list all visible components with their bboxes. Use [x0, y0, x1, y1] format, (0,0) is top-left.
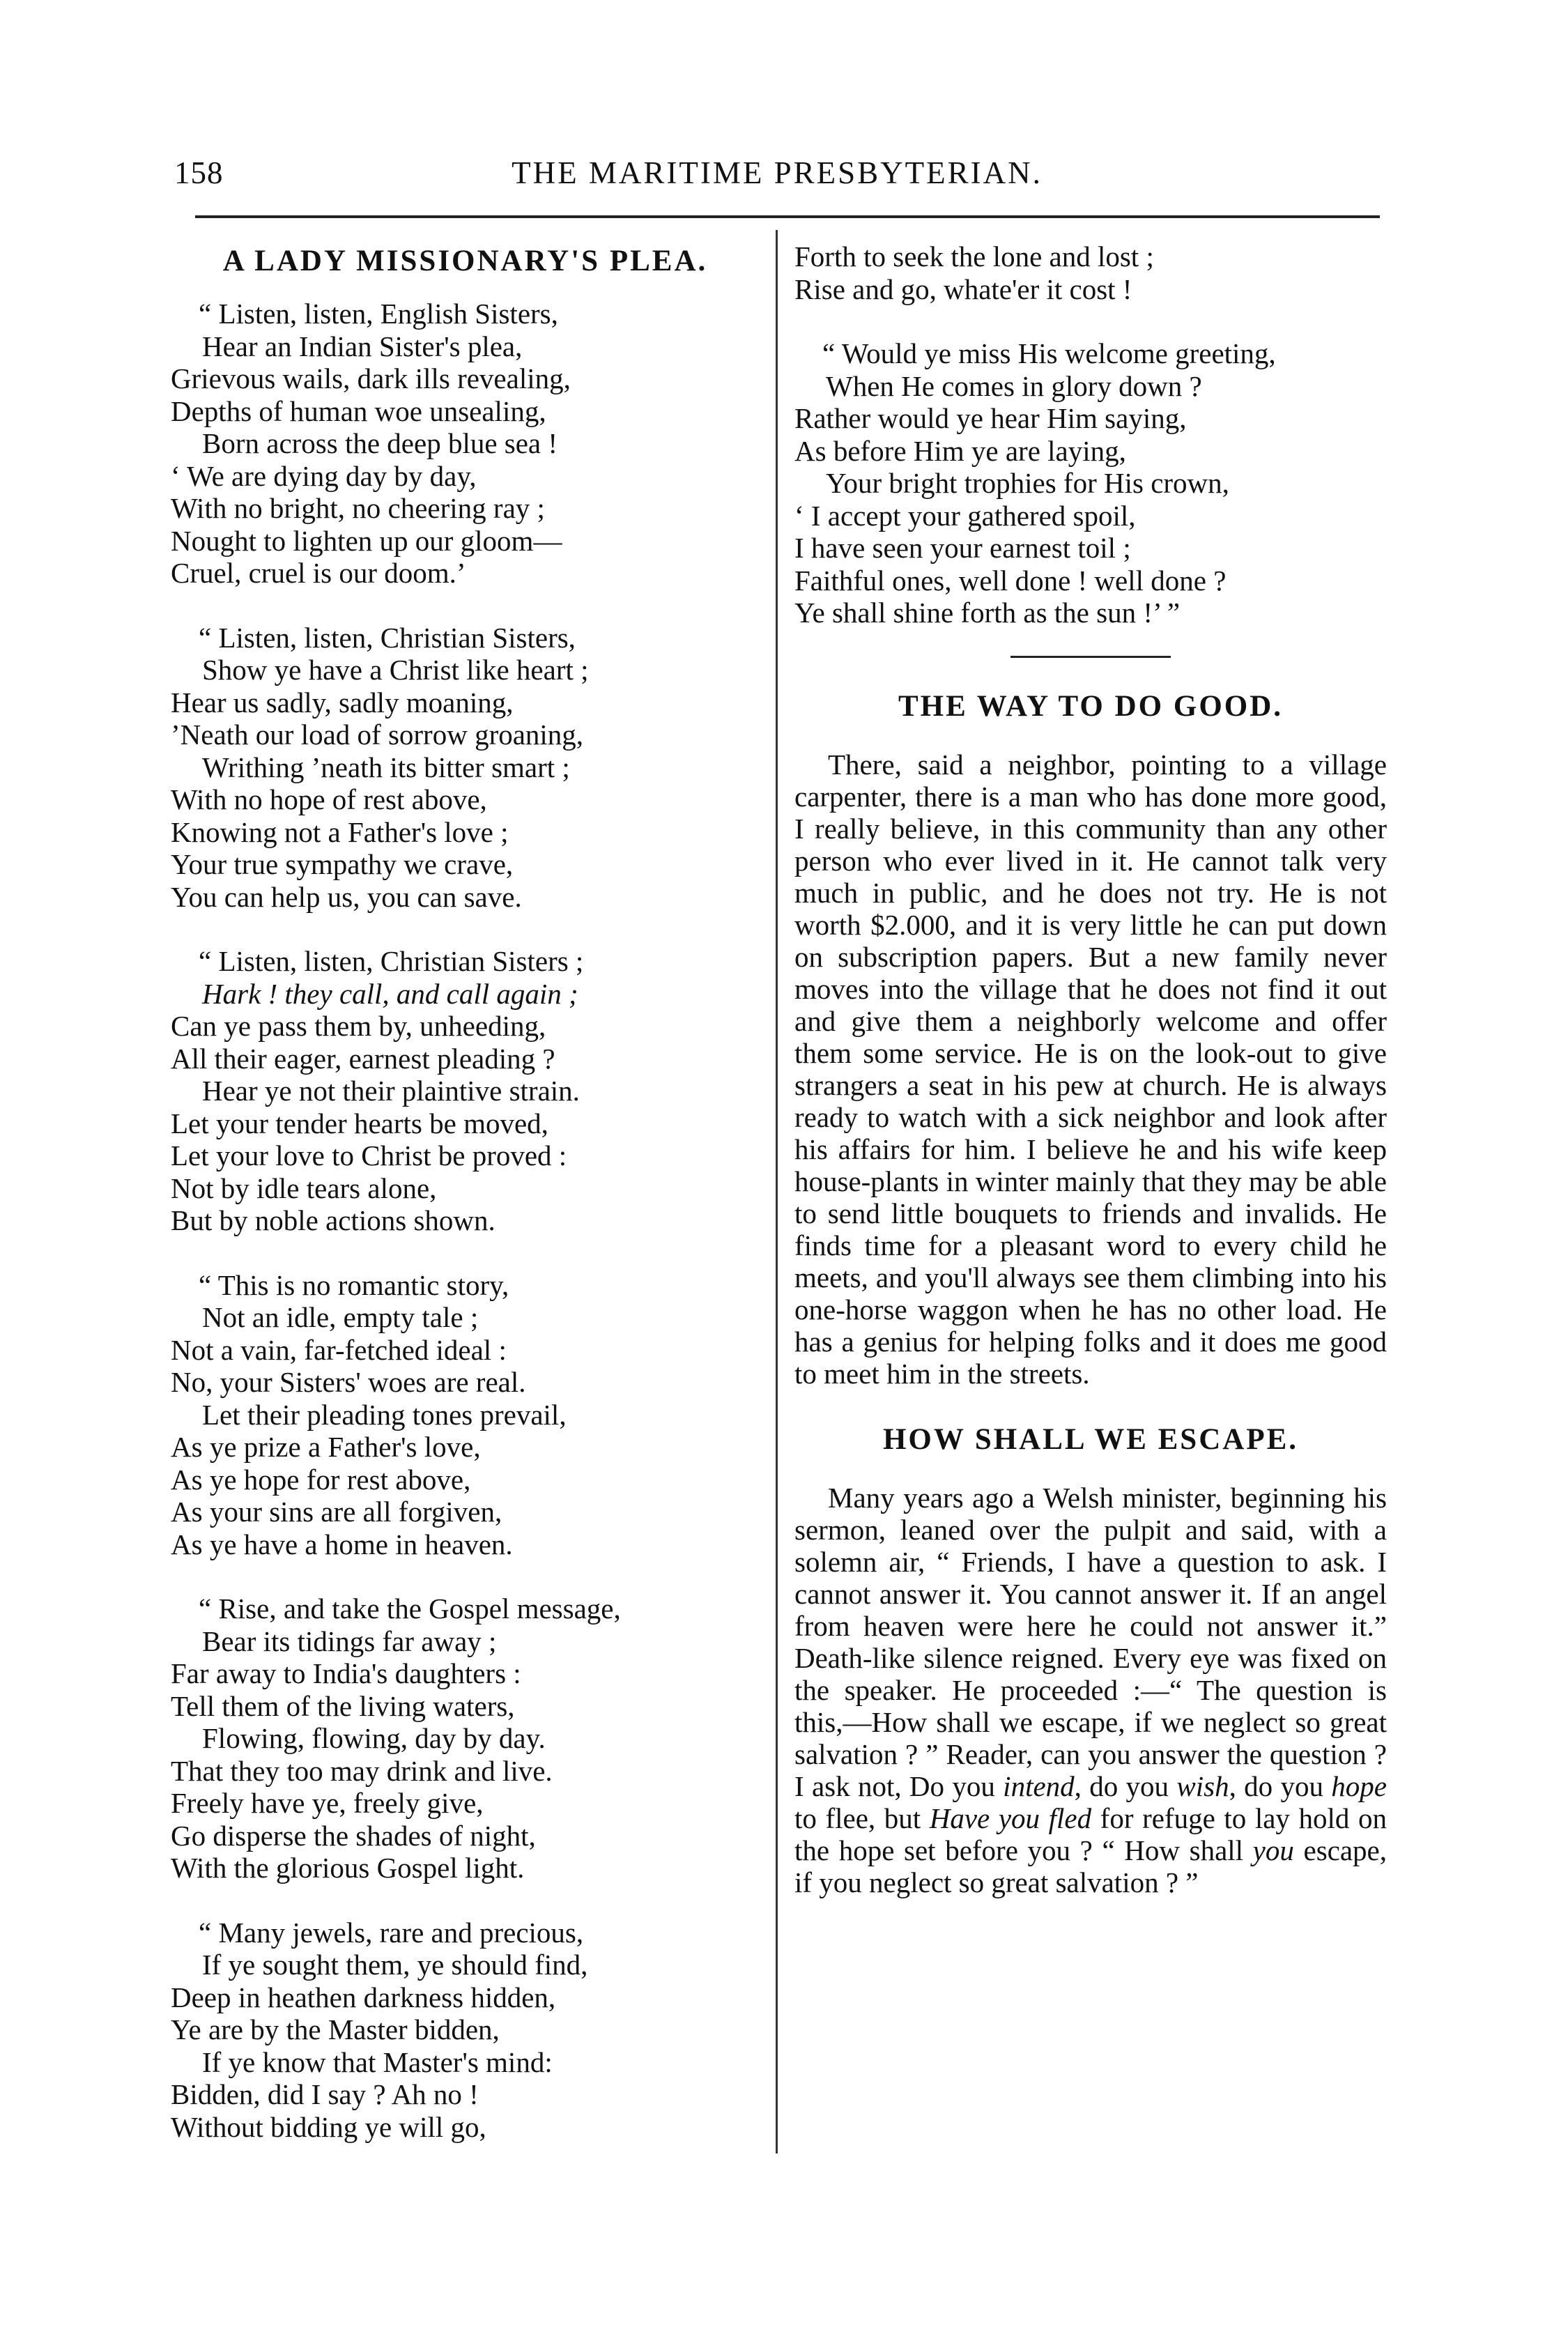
poem-line: Hear us sadly, sadly moaning, — [171, 686, 514, 719]
poem-line: But by noble actions shown. — [171, 1204, 495, 1236]
poem-line: Can ye pass them by, unheeding, — [171, 1010, 546, 1042]
poem-line: Not an idle, empty tale ; — [202, 1301, 479, 1333]
poem-line: With no hope of rest above, — [171, 783, 487, 815]
poem-line: Bidden, did I say ? Ah no ! — [171, 2078, 479, 2110]
poem-line: You can help us, you can save. — [171, 880, 522, 913]
poem-line: Your bright trophies for His crown, — [826, 467, 1229, 499]
poem-line: Bear its tidings far away ; — [202, 1625, 497, 1657]
poem-stanza-7 — [794, 337, 1387, 629]
article-paragraph — [794, 1482, 1387, 1898]
article-title-how-shall-we-escape: HOW SHALL WE ESCAPE. — [882, 1422, 1299, 1456]
column-divider — [776, 230, 778, 2153]
poem-line: Freely have ye, freely give, — [171, 1787, 484, 1819]
poem-line: When He comes in glory down ? — [826, 369, 1202, 402]
poem-line: With the glorious Gospel light. — [171, 1852, 525, 1884]
emphasis-text: hope — [1331, 1769, 1387, 1802]
poem-line: Born across the deep blue sea ! — [202, 427, 558, 459]
poem-line: Knowing not a Father's love ; — [171, 815, 509, 848]
poem-line: Your true sympathy we crave, — [171, 848, 514, 880]
poem-line: Cruel, cruel is our doom.’ — [171, 557, 466, 589]
poem-stanza-3 — [171, 945, 760, 1237]
poem-line: Let your tender hearts be moved, — [171, 1107, 548, 1139]
poem-line: Nought to lighten up our gloom— — [171, 524, 562, 557]
poem-line: No, your Sisters' woes are real. — [171, 1366, 526, 1398]
poem-line: Ye shall shine forth as the sun !’ ” — [794, 597, 1181, 629]
poem-line: “ Listen, listen, Christian Sisters, — [199, 621, 576, 654]
poem-line: Tell them of the living waters, — [171, 1689, 515, 1722]
poem-line: That they too may drink and live. — [171, 1754, 553, 1787]
poem-line: “ Listen, listen, English Sisters, — [199, 298, 558, 330]
poem-line: If ye sought them, ye should find, — [202, 1949, 588, 1981]
page-header — [174, 155, 1380, 204]
page-number: 158 — [174, 155, 224, 190]
poem-line: If ye know that Master's mind: — [202, 2045, 553, 2078]
poem-line: Far away to India's daughters : — [171, 1657, 521, 1689]
poem-line: “ Many jewels, rare and precious, — [199, 1916, 584, 1949]
poem-line: Let your love to Christ be proved : — [171, 1139, 567, 1172]
poem-line: “ Would ye miss His welcome greeting, — [822, 337, 1276, 369]
poem-line: Hark ! they call, and call again ; — [202, 977, 578, 1010]
poem-stanza-4 — [171, 1269, 760, 1561]
poem-line: All their eager, earnest pleading ? — [171, 1042, 555, 1075]
poem-line: Forth to seek the lone and lost ; — [794, 240, 1154, 272]
poem-line: Hear ye not their plaintive strain. — [202, 1075, 580, 1107]
emphasis-text: Have you fled — [929, 1802, 1092, 1834]
poem-line: As ye have a home in heaven. — [171, 1528, 513, 1560]
poem-stanza-1 — [171, 298, 760, 590]
poem-continued — [794, 240, 1387, 629]
poem-line: Faithful ones, well done ! well done ? — [794, 564, 1227, 597]
article-title-way-to-do-good: THE WAY TO DO GOOD. — [898, 689, 1284, 723]
poem-line: Deep in heathen darkness hidden, — [171, 1981, 556, 2013]
paragraph-text: for refuge to lay hold on the hope set before you ? “ How shall — [794, 1802, 1387, 1866]
paragraph-text: , do you — [1074, 1769, 1177, 1802]
poem-line: As ye prize a Father's love, — [171, 1431, 481, 1463]
poem-title: A LADY MISSIONARY'S PLEA. — [222, 245, 708, 277]
article-way-to-do-good — [794, 748, 1387, 1390]
poem-stanza-6-continued — [794, 240, 1387, 305]
poem-stanza-2 — [171, 622, 760, 914]
poem-line: ‘ We are dying day by day, — [171, 459, 477, 492]
emphasis-text: wish — [1176, 1769, 1229, 1802]
poem-line: Writhing ’neath its bitter smart ; — [202, 751, 570, 783]
emphasis-text: you — [1252, 1834, 1294, 1866]
poem-line: ‘ I accept your gathered spoil, — [794, 499, 1136, 532]
article-paragraph: There, said a neighbor, pointing to a village carpenter, there is a man who has done more good, I really believe, in this community than any other person who ever lived in it. He cannot talk very much in public, and he does not try. He is not worth $2.000, and it is very little he can put down on subscription papers. But a new family never moves into the village that he does not find it out and give them a neighborly welcome and offer them some service. He is on the look-out to give strangers a seat in his pew at church. He is always ready to watch with a sick neighbor and look after his affairs for him. I believe he and his wife keep house-plants in winter mainly that they may be able to send little bouquets to friends and invalids. He finds time for a pleasant word to every child he meets, and you'll always see them climbing into his one-horse waggon when he has no other load. He has a genius for helping folks and it does me good to meet him in the streets. — [794, 748, 1387, 1390]
running-title: THE MARITIME PRESBYTERIAN. — [512, 155, 1043, 190]
poem-line: With no bright, no cheering ray ; — [171, 492, 545, 524]
poem-line: Flowing, flowing, day by day. — [202, 1722, 546, 1754]
poem-line: Ye are by the Master bidden, — [171, 2013, 500, 2045]
poem-line: “ Listen, listen, Christian Sisters ; — [199, 945, 584, 977]
poem-line: Depths of human woe unsealing, — [171, 394, 546, 427]
poem-line: Not a vain, far-fetched ideal : — [171, 1333, 507, 1366]
paragraph-text: escape, if you neglect so great salvation ? ” — [794, 1834, 1387, 1898]
right-column — [794, 240, 1387, 1898]
poem-stanza-6 — [171, 1917, 760, 2144]
poem-line: As your sins are all forgiven, — [171, 1496, 502, 1528]
poem-stanza-5 — [171, 1592, 760, 1884]
poem-line: Rather would ye hear Him saying, — [794, 402, 1187, 434]
header-rule — [195, 215, 1380, 218]
poem-line: Let their pleading tones prevail, — [202, 1398, 567, 1431]
paragraph-text: Many years ago a Welsh minister, beginning his sermon, leaned over the pulpit and said, with a solemn air, “ Friends, I have a question to ask. I cannot answer it. You cannot answer it. If an angel from heaven were here he could not answer it.” Death-like silence reigned. Every eye was fixed on the speaker. He proceeded :—“ The question is this,—How shall we escape, if we neglect so great salvation ? ” Reader, can you answer the question ? I ask not, Do you — [794, 1481, 1387, 1802]
poem-line: Show ye have a Christ like heart ; — [202, 654, 589, 686]
poem-line: “ Rise, and take the Gospel message, — [199, 1592, 621, 1625]
poem-line: I have seen your earnest toil ; — [794, 532, 1131, 564]
poem-line: Go disperse the shades of night, — [171, 1819, 536, 1852]
poem-line: As before Him ye are laying, — [794, 434, 1126, 467]
paragraph-text: , do you — [1229, 1769, 1332, 1802]
poem-line: Not by idle tears alone, — [171, 1172, 437, 1204]
emphasis-text: intend — [1003, 1769, 1075, 1802]
poem-line: Without bidding ye will go, — [171, 2110, 486, 2143]
poem-line: “ This is no romantic story, — [199, 1268, 509, 1301]
article-how-shall-we-escape — [794, 1482, 1387, 1898]
paragraph-text: to flee, but — [794, 1802, 930, 1834]
poem-line: Hear an Indian Sister's plea, — [202, 330, 523, 362]
left-column — [171, 240, 760, 2175]
poem-line: ’Neath our load of sorrow groaning, — [171, 719, 584, 751]
poem-line: Rise and go, whate'er it cost ! — [794, 272, 1132, 305]
poem-line: As ye hope for rest above, — [171, 1463, 471, 1496]
poem — [171, 298, 760, 2143]
poem-line: Grievous wails, dark ills revealing, — [171, 362, 571, 394]
section-rule — [1010, 656, 1171, 658]
